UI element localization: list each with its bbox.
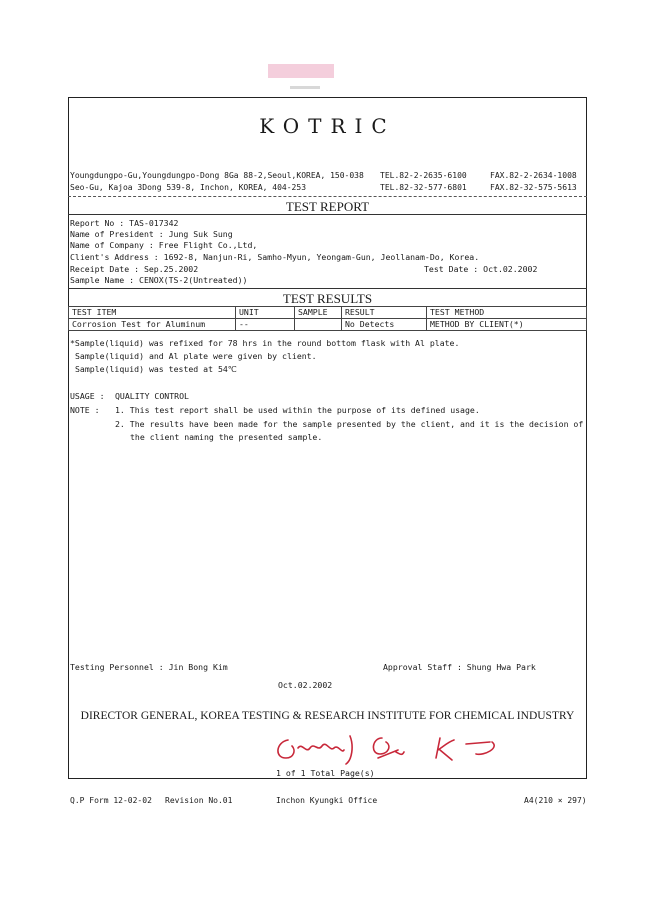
test-date: Test Date : Oct.02.2002 xyxy=(424,264,538,274)
fax-2: FAX.82-32-575-5613 xyxy=(490,183,577,192)
divider xyxy=(68,196,587,197)
signature xyxy=(270,728,500,770)
sample-name: Sample Name : CENOX(TS-2(Untreated)) xyxy=(70,275,248,285)
tel-2: TEL.82-32-577-6801 xyxy=(380,183,467,192)
address-line-1: Youngdungpo-Gu,Youngdungpo-Dong 8Ga 88-2,Seoul,KOREA, 150-038 xyxy=(70,171,364,180)
fax-1: FAX.82-2-2634-1008 xyxy=(490,171,577,180)
report-number: Report No : TAS-017342 xyxy=(70,218,179,228)
cell-sample xyxy=(295,319,342,331)
result-note: Sample(liquid) and Al plate were given by client. xyxy=(75,351,317,361)
divider xyxy=(68,288,587,289)
org-title: KOTRIC xyxy=(259,114,396,138)
cell-test-item: Corrosion Test for Aluminum xyxy=(69,319,236,331)
receipt-date: Receipt Date : Sep.25.2002 xyxy=(70,264,199,274)
results-table xyxy=(68,306,587,331)
cell-result: No Detects xyxy=(342,319,427,331)
note-item-2: 2. The results have been made for the sample presented by the client, and it is the decision of xyxy=(115,419,584,429)
table-row xyxy=(69,319,587,331)
note-item-1: 1. This test report shall be used within the purpose of its defined usage. xyxy=(115,405,480,415)
revision-number: Revision No.01 xyxy=(165,796,233,805)
tel-1: TEL.82-2-2635-6100 xyxy=(380,171,467,180)
pink-stamp-mark xyxy=(268,64,334,78)
cell-test-method: METHOD BY CLIENT(*) xyxy=(427,319,587,331)
address-line-2: Seo-Gu, Kajoa 3Dong 539-8, Inchon, KOREA, 404-253 xyxy=(70,183,307,192)
testing-personnel: Testing Personnel : Jin Bong Kim xyxy=(70,662,228,672)
paper-size: A4(210 × 297) xyxy=(524,796,587,805)
divider xyxy=(68,214,587,215)
cell-unit: -- xyxy=(236,319,295,331)
page-count: 1 of 1 Total Page(s) xyxy=(276,768,375,778)
header-test-item: TEST ITEM xyxy=(69,307,236,319)
approval-staff: Approval Staff : Shung Hwa Park xyxy=(383,662,536,672)
director-title: DIRECTOR GENERAL, KOREA TESTING & RESEARCH INSTITUTE FOR CHEMICAL INDUSTRY xyxy=(80,710,575,722)
company-name: Name of Company : Free Flight Co.,Ltd, xyxy=(70,240,258,250)
test-results-heading: TEST RESULTS xyxy=(282,291,373,306)
result-note: *Sample(liquid) was refixed for 78 hrs in the round bottom flask with Al plate. xyxy=(70,338,460,348)
note-label: NOTE : xyxy=(70,405,100,415)
header-sample: SAMPLE xyxy=(295,307,342,319)
header-unit: UNIT xyxy=(236,307,295,319)
header-result: RESULT xyxy=(342,307,427,319)
result-note: Sample(liquid) was tested at 54℃ xyxy=(75,364,238,374)
office-name: Inchon Kyungki Office xyxy=(276,796,378,805)
form-number: Q.P Form 12-02-02 xyxy=(70,796,152,805)
header-test-method: TEST METHOD xyxy=(427,307,587,319)
note-item-2-cont: the client naming the presented sample. xyxy=(130,432,323,442)
client-address: Client's Address : 1692-8, Nanjun-Ri, Samho-Myun, Yeongam-Gun, Jeollanam-Do, Korea. xyxy=(70,252,480,262)
usage-value: QUALITY CONTROL xyxy=(115,391,189,401)
test-report-heading: TEST REPORT xyxy=(285,199,370,214)
president-name: Name of President : Jung Suk Sung xyxy=(70,229,233,239)
faint-mark xyxy=(290,86,320,89)
usage-label: USAGE : xyxy=(70,391,105,401)
signoff-date: Oct.02.2002 xyxy=(278,680,333,690)
table-header-row xyxy=(69,307,587,319)
